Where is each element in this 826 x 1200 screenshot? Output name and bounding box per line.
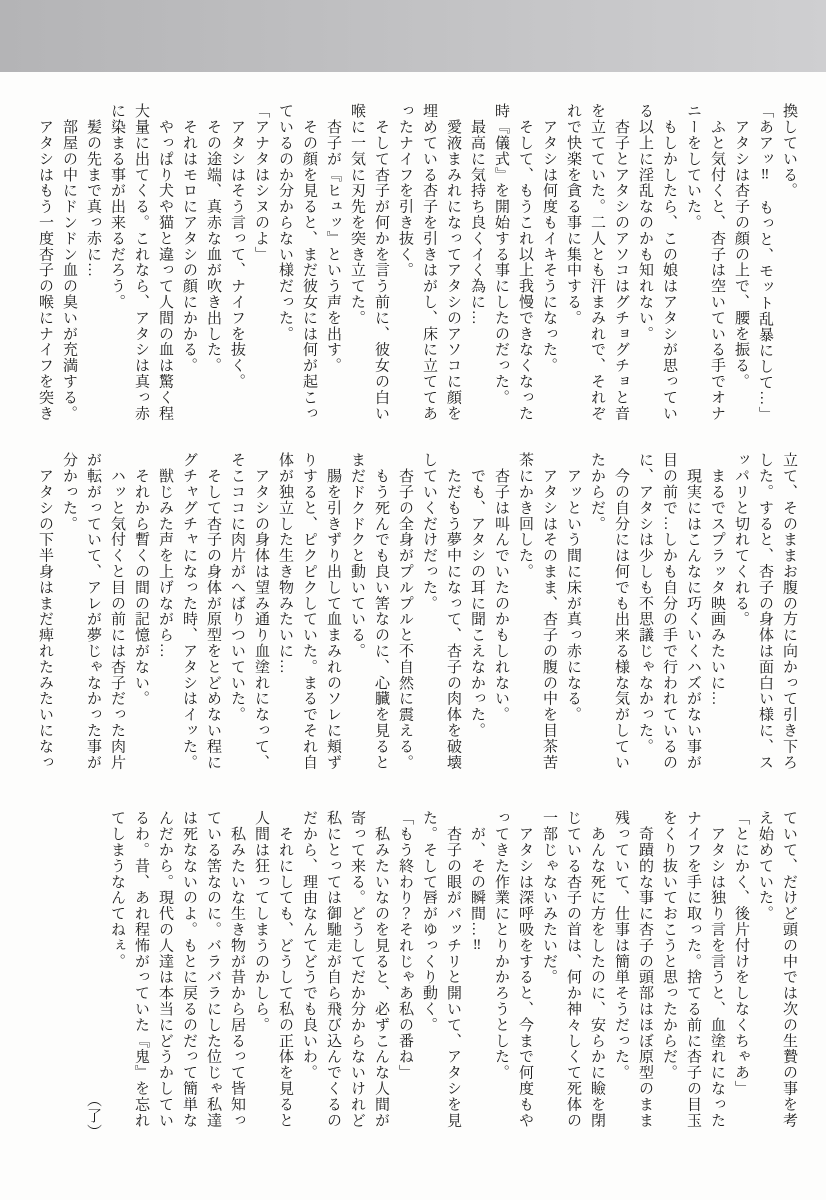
text-column: 杏子とアタシのアソコはグチョグチョと音 <box>613 103 629 421</box>
text-column: アタシの下半身はまだ痺れたみたいになっ <box>37 452 53 770</box>
text-column: 時『儀式』を開始する事にしたのだった。 <box>493 103 509 406</box>
text-column: れで快楽を貪る事に集中する。 <box>565 103 581 326</box>
text-band-middle <box>33 452 801 796</box>
text-column: ているのか分からない様だった。 <box>277 103 293 342</box>
text-column: その途端、真赤な血が吹き出した。 <box>205 103 221 374</box>
text-column: アタシの身体は望み通り血塗れになって、 <box>253 452 269 770</box>
text-column: アタシは何度もイキそうになった。 <box>541 103 557 374</box>
text-column: それはモロにアタシの顔にかかる。 <box>181 103 197 374</box>
text-column: 部屋の中にドンドン血の臭いが充満する。 <box>61 103 77 421</box>
text-column: ニーをしていた。 <box>685 103 701 231</box>
text-column: グチャグチャになった時、アタシはイッた。 <box>181 452 197 770</box>
text-column: アタシはそう言って、ナイフを抜く。 <box>229 103 245 390</box>
text-column: そして杏子の身体が原型をとどめない程に <box>205 452 221 770</box>
text-column: やっぱり犬や猫と違って人間の血は驚く程 <box>157 103 173 421</box>
text-column: 獣じみた声を上げながら… <box>157 452 173 659</box>
text-column: 一部じゃないみたいだ。 <box>541 810 557 985</box>
text-column: 残っていて、仕事は簡単そうだった。 <box>613 810 629 1081</box>
text-columns-middle <box>33 452 801 796</box>
text-column: した。すると、杏子の身体は面白い様に、ス <box>757 452 773 770</box>
text-column: それにしても、どうして私の正体を見ると <box>277 810 293 1128</box>
text-column: だから、理由なんてどうでも良いわ。 <box>301 810 317 1081</box>
text-column: 目の前で…しかも自分の手で行われているの <box>661 452 677 770</box>
text-column: でも、アタシの耳に聞こえなかった。 <box>469 452 485 739</box>
text-band-bottom <box>81 810 801 1154</box>
text-column: に、アタシは少しも不思議じゃなかった。 <box>637 452 653 755</box>
text-band-top <box>33 103 801 447</box>
text-columns-top <box>33 103 801 447</box>
text-column: 私みたいな生き物が昔から居るって皆知っ <box>229 810 245 1128</box>
text-column: ふと気付くと、杏子は空いている手でオナ <box>709 103 725 421</box>
text-column: んだから。現代の人達は本当にどうかしてい <box>157 810 173 1128</box>
text-column: る以上に淫乱なのかも知れない。 <box>637 103 653 342</box>
text-column: りすると、ピクピクしていた。まるでそれ自 <box>301 452 317 770</box>
text-column: 埋めている杏子を引きはがし、床に立ててあ <box>421 103 437 421</box>
text-column: 杏子の眼がパッチリと開いて、アタシを見 <box>445 810 461 1128</box>
text-column: 「もう終わり？それじゃあ私の番ね」 <box>397 810 413 1081</box>
text-column: を立てていた。二人とも汗まみれで、それぞ <box>589 103 605 421</box>
text-column: 大量に出てくる。これなら、アタシは真っ赤 <box>133 103 149 421</box>
text-column: てしまうなんてねぇ。 <box>109 810 125 969</box>
text-column: アッという間に床が真っ赤になる。 <box>565 452 581 723</box>
text-column: 現実にはこんなに巧くいくハズがない事が <box>685 452 701 770</box>
text-column: え始めていた。 <box>757 810 773 922</box>
text-column: そして、もうこれ以上我慢できなくなった <box>517 103 533 421</box>
text-column: アタシは独り言を言うと、血塗れになった <box>709 810 725 1128</box>
text-column: に染まる事が出来るだろう。 <box>109 103 125 310</box>
text-column: 杏子は叫んでいたのかもしれない。 <box>493 452 509 723</box>
text-column: アタシは深呼吸をすると、今まで何度もや <box>517 810 533 1128</box>
text-column: 杏子の全身がプルプルと不自然に震える。 <box>397 452 413 770</box>
text-column: 寄って来る。どうしてだか分からないけれど <box>349 810 365 1128</box>
text-column: じている杏子の首は、何か神々しくて死体の <box>565 810 581 1128</box>
text-column: た。そして唇がゆっくり動く。 <box>421 810 437 1033</box>
text-column: アタシは杏子の顔の上で、腰を振る。 <box>733 103 749 390</box>
text-column: 愛液まみれになってアタシのアソコに顔を <box>445 103 461 421</box>
text-column: 「アナタはシヌのよ」 <box>253 103 269 262</box>
text-column: アタシはもう一度杏子の喉にナイフを突き <box>37 103 53 421</box>
text-column: ただもう夢中になって、杏子の肉体を破壊 <box>445 452 461 770</box>
text-column: していくだけだった。 <box>421 452 437 611</box>
text-column: そして杏子が何かを言う前に、彼女の白い <box>373 103 389 421</box>
text-column: それから暫くの間の記憶がない。 <box>133 452 149 707</box>
text-column: が転がっていて、アレが夢じゃなかった事が <box>85 452 101 770</box>
text-column: 髪の先まで真っ赤に… <box>85 103 101 278</box>
text-column: 人間は狂ってしまうのかしら。 <box>253 810 269 1033</box>
text-column: ッパリと切れてくれる。 <box>733 452 749 627</box>
text-columns-bottom <box>105 810 801 1154</box>
text-column: その顔を見ると、まだ彼女には何が起こっ <box>301 103 317 421</box>
text-column: 私みたいなのを見ると、必ずこんな人間が <box>373 810 389 1128</box>
text-column: 「とにかく、後片付けをしなくちゃあ」 <box>733 810 749 1097</box>
text-column: 分かった。 <box>61 452 77 532</box>
text-column: 換している。 <box>781 103 797 199</box>
text-column: 最高に気持ち良くイく為に… <box>469 103 485 326</box>
text-column: ていて、だけど頭の中では次の生贄の事を考 <box>781 810 797 1128</box>
text-column: もう死んでも良い筈なのに、心臓を見ると <box>373 452 389 770</box>
text-column: るわ。昔、あれ程怖がっていた『鬼』を忘れ <box>133 810 149 1128</box>
text-column: アタシはそのまま、杏子の腹の中を目茶苦 <box>541 452 557 770</box>
text-column: ってきた作業にとりかかろうとした。 <box>493 810 509 1081</box>
text-column: ったナイフを引き抜く。 <box>397 103 413 278</box>
end-mark: （了） <box>85 1092 101 1140</box>
text-column: 腸を引きずり出して血まみれのソレに頬ず <box>325 452 341 770</box>
text-column: 奇蹟的な事に杏子の頭部はほぼ原型のまま <box>637 810 653 1128</box>
scan-edge-band <box>0 0 826 72</box>
text-column: たからだ。 <box>589 452 605 532</box>
text-column: まだドクドクと動いている。 <box>349 452 365 659</box>
text-column: 立て、そのままお腹の方に向かって引き下ろ <box>781 452 797 770</box>
text-column: 杏子が『ヒュッ』という声を出す。 <box>325 103 341 374</box>
text-column: 喉に一気に刃先を突き立てた。 <box>349 103 365 326</box>
text-column: まるでスプラッタ映画みたいに… <box>709 452 725 707</box>
text-column: をくり抜いておこうと思ったからだ。 <box>661 810 677 1081</box>
text-column: は死なないのよ。もとに戻るのだって簡単な <box>181 810 197 1128</box>
text-column: そこココに肉片がへばりついていた。 <box>229 452 245 723</box>
text-column: ナイフを手に取った。捨てる前に杏子の目玉 <box>685 810 701 1128</box>
text-column: もしかしたら、この娘はアタシが思ってい <box>661 103 677 421</box>
text-column: 私にとっては御馳走が自ら飛び込んでくるの <box>325 810 341 1128</box>
text-column: 今の自分には何でも出来る様な気がしてい <box>613 452 629 770</box>
text-column: ている筈なのに。バラバラにした位じゃ私達 <box>205 810 221 1128</box>
text-column: 茶にかき回した。 <box>517 452 533 580</box>
text-column: が、その瞬間…‼ <box>469 810 485 955</box>
text-column: あんな死に方をしたのに、安らかに瞼を閉 <box>589 810 605 1128</box>
text-column: 体が独立した生き物みたいに… <box>277 452 293 675</box>
text-column: 「あアッ‼ もっと、モット乱暴にして…」 <box>757 103 773 422</box>
text-column: ハッと気付くと目の前には杏子だった肉片 <box>109 452 125 770</box>
